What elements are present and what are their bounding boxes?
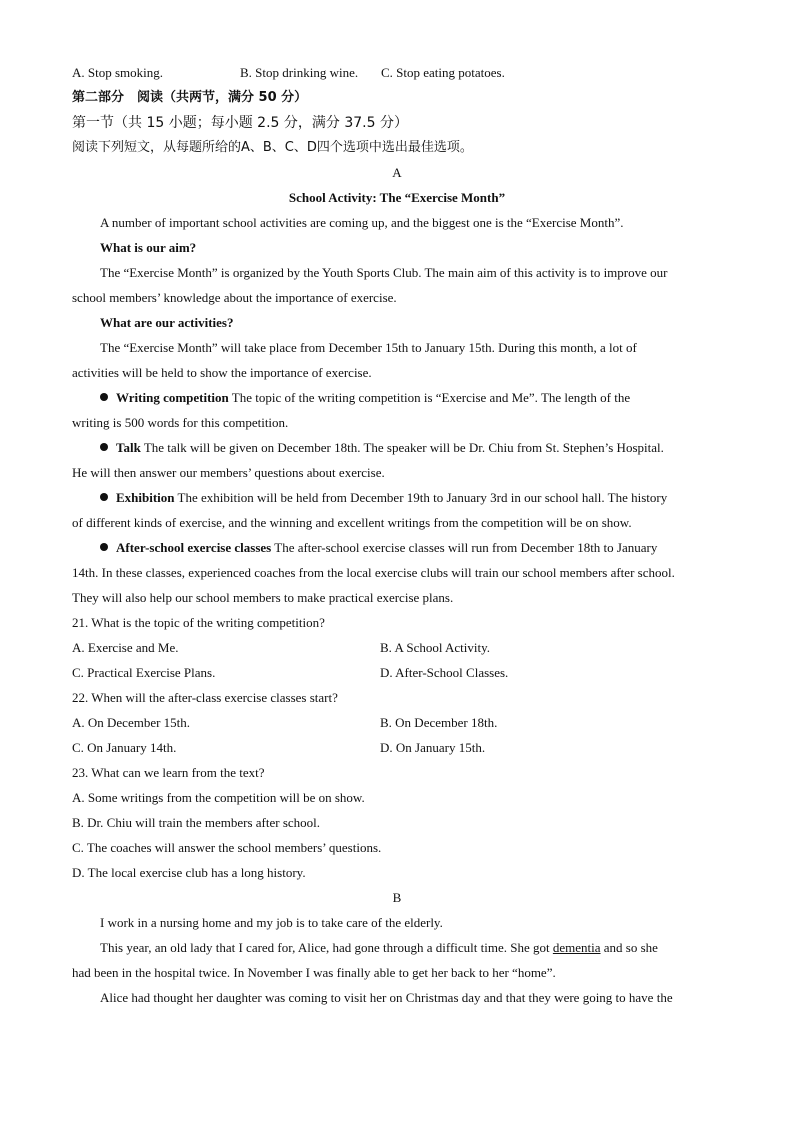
bullet-text: 14th. In these classes, experienced coaches from the local exercise clubs will train our school members after school. bbox=[72, 565, 675, 580]
q22-option-c: C. On January 14th. bbox=[72, 740, 177, 755]
passage-a-paragraph: The “Exercise Month” is organized by the Youth Sports Club. The main aim of this activity is to improve our bbox=[100, 265, 668, 280]
passage-a-title: School Activity: The “Exercise Month” bbox=[288, 190, 506, 205]
passage-a-subheading: What is our aim? bbox=[100, 240, 197, 255]
q21-option-c: C. Practical Exercise Plans. bbox=[72, 665, 216, 680]
q23-option-a: A. Some writings from the competition will be on show. bbox=[72, 790, 365, 805]
bullet-text: They will also help our school members to make practical exercise plans. bbox=[72, 590, 454, 605]
bullet-talk bbox=[100, 440, 664, 456]
q22-option-d: D. On January 15th. bbox=[380, 740, 486, 755]
q23-option-b: B. Dr. Chiu will train the members after school. bbox=[72, 815, 321, 830]
bullet-title: After-school exercise classes bbox=[116, 540, 272, 555]
bullet-text: The after-school exercise classes will run from December 18th to January bbox=[271, 540, 658, 555]
question-stem-21: 21. What is the topic of the writing competition? bbox=[72, 615, 325, 630]
passage-a-letter: A bbox=[392, 165, 402, 180]
q22-option-b: B. On December 18th. bbox=[380, 715, 498, 730]
bullet-text: The topic of the writing competition is “Exercise and Me”. The length of the bbox=[228, 390, 631, 405]
question-stem-23: 23. What can we learn from the text? bbox=[72, 765, 265, 780]
passage-b-paragraph: had been in the hospital twice. In November I was finally able to get her back to her “home”. bbox=[72, 965, 556, 980]
passage-b-paragraph: I work in a nursing home and my job is to take care of the elderly. bbox=[100, 915, 443, 930]
q23-option-c: C. The coaches will answer the school members’ questions. bbox=[72, 840, 382, 855]
passage-a-paragraph: school members’ knowledge about the importance of exercise. bbox=[72, 290, 397, 305]
passage-a-paragraph: A number of important school activities are coming up, and the biggest one is the “Exercise Month”. bbox=[100, 215, 624, 230]
bullet-icon bbox=[100, 493, 108, 501]
question-stem-22: 22. When will the after-class exercise classes start? bbox=[72, 690, 338, 705]
bullet-text: He will then answer our members’ questions about exercise. bbox=[72, 465, 385, 480]
text-segment: and so she bbox=[600, 940, 658, 955]
text-segment: This year, an old lady that I cared for, Alice, had gone through a difficult time. She got bbox=[100, 940, 553, 955]
passage-b-paragraph: Alice had thought her daughter was coming to visit her on Christmas day and that they were going to have the bbox=[100, 990, 673, 1005]
prev-option-b: B. Stop drinking wine. bbox=[240, 65, 359, 80]
bullet-text: of different kinds of exercise, and the winning and excellent writings from the competition will be on show. bbox=[72, 515, 632, 530]
bullet-icon bbox=[100, 543, 108, 551]
passage-b-paragraph bbox=[100, 940, 658, 956]
instruction: 阅读下列短文，从每题所给的A、B、C、D四个选项中选出最佳选项。 bbox=[72, 140, 473, 155]
bullet-text: The exhibition will be held from December 19th to January 3rd in our school hall. The history bbox=[174, 490, 668, 505]
passage-b-letter: B bbox=[392, 890, 402, 905]
bullet-exhibition bbox=[100, 490, 667, 506]
q21-option-b: B. A School Activity. bbox=[380, 640, 491, 655]
part-heading: 第二部分 阅读（共两节，满分 50 分） bbox=[72, 90, 308, 105]
bullet-writing-competition bbox=[100, 390, 630, 406]
passage-a-paragraph: The “Exercise Month” will take place from December 15th to January 15th. During this month, a lot of bbox=[100, 340, 637, 355]
bullet-icon bbox=[100, 393, 108, 401]
prev-option-c: C. Stop eating potatoes. bbox=[381, 65, 505, 80]
prev-option-a: A. Stop smoking. bbox=[72, 65, 164, 80]
bullet-title: Writing competition bbox=[116, 390, 229, 405]
bullet-text: writing is 500 words for this competition. bbox=[72, 415, 289, 430]
q22-option-a: A. On December 15th. bbox=[72, 715, 191, 730]
bullet-title: Talk bbox=[116, 440, 141, 455]
q23-option-d: D. The local exercise club has a long history. bbox=[72, 865, 306, 880]
section-heading: 第一节（共 15 小题；每小题 2.5 分，满分 37.5 分） bbox=[72, 115, 408, 131]
bullet-after-school-classes bbox=[100, 540, 657, 556]
bullet-text: The talk will be given on December 18th. The speaker will be Dr. Chiu from St. Stephen’s Hospital. bbox=[140, 440, 664, 455]
q21-option-d: D. After-School Classes. bbox=[380, 665, 509, 680]
passage-a-subheading: What are our activities? bbox=[100, 315, 234, 330]
bullet-title: Exhibition bbox=[116, 490, 175, 505]
q21-option-a: A. Exercise and Me. bbox=[72, 640, 179, 655]
underlined-word: dementia bbox=[552, 940, 601, 955]
bullet-icon bbox=[100, 443, 108, 451]
passage-a-paragraph: activities will be held to show the importance of exercise. bbox=[72, 365, 372, 380]
